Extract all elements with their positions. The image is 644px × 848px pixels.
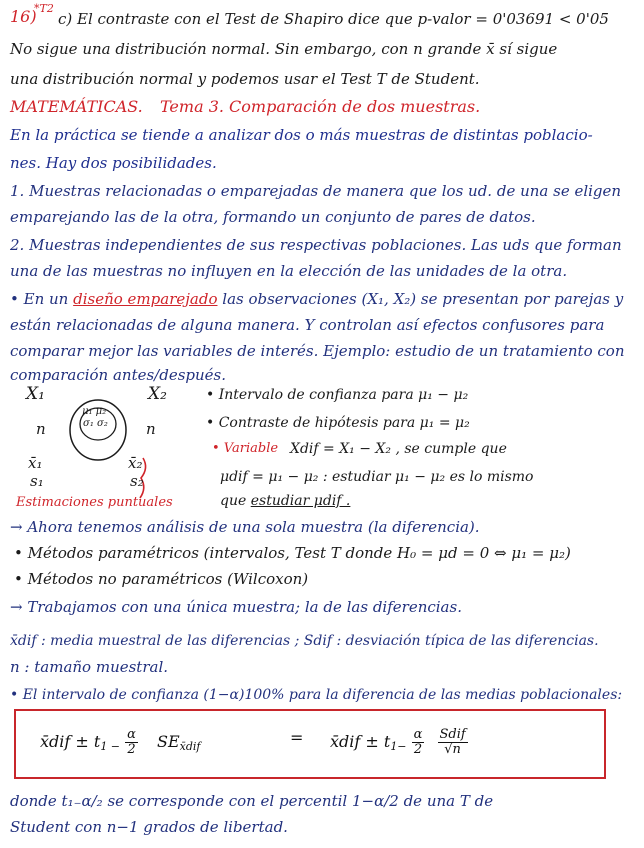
intro-line-1: En la práctica se tiende a analizar dos o más muestras de distintas poblacio-: [10, 126, 593, 144]
bullet: •: [10, 290, 19, 308]
note-study-line: [220, 492, 350, 510]
analysis-nonparametric: • Métodos no paramétricos (Wilcoxon): [14, 570, 309, 588]
note-variable-def: Xdif = X₁ − X₂ , se cumple que: [290, 441, 507, 457]
header-line-3: una distribución normal y podemos usar el Test T de Student.: [10, 70, 480, 88]
definition-n: n : tamaño muestral.: [10, 658, 169, 676]
paired-design-line-3: comparar mejor las variables de interés. Ejemplo: estudio de un tratamiento con: [10, 342, 625, 360]
diagram-x1: X₁: [26, 384, 45, 404]
closing-line-2: Student con n−1 grados de libertad.: [10, 818, 288, 836]
possibility-2-line-1: 2. Muestras independientes de sus respectivas poblaciones. Las uds que forman: [10, 236, 622, 254]
diagram-sigma: σ₁ σ₂: [83, 418, 108, 429]
diagram-x2: X₂: [148, 384, 167, 404]
diagram-n-right: n: [146, 420, 156, 438]
formula-right-alpha-frac: [412, 728, 425, 757]
formula-left: [40, 728, 200, 757]
paired-design-line-2: están relacionadas de alguna manera. Y controlan así efectos confusores para: [10, 316, 605, 334]
formula-se: SE: [157, 732, 180, 751]
formula-right: [330, 728, 468, 757]
formula-left-main: x̄dif ± t: [40, 732, 101, 751]
paired-design-line-4: comparación antes/después.: [10, 366, 227, 384]
possibility-1-line-2: emparejando las de la otra, formando un conjunto de pares de datos.: [10, 208, 536, 226]
note-study-pre: que: [220, 493, 247, 509]
closing-line-1: donde t₁₋α/₂ se corresponde con el percentil 1−α/2 de una T de: [10, 792, 494, 810]
topic-title: Tema 3. Comparación de dos muestras.: [160, 97, 481, 116]
formula-alpha-den: 2: [127, 742, 136, 757]
paired-line-1-pre: En un: [23, 290, 69, 308]
formula-sqrt-n: √n: [444, 742, 461, 757]
possibility-1-line-1: 1. Muestras relacionadas o emparejadas de manera que los ud. de una se eligen: [10, 182, 622, 200]
formula-sdif-frac: [438, 728, 468, 757]
paired-design-line-1: [10, 290, 623, 308]
formula-sdif: Sdif: [439, 727, 466, 742]
subject-title: MATEMÁTICAS.: [10, 97, 143, 116]
formula-se-sub: x̄dif: [179, 740, 201, 753]
estimations-label: Estimaciones puntuales: [16, 495, 173, 510]
formula-right-sub: 1−: [390, 740, 407, 753]
paired-design-term: diseño emparejado: [73, 290, 218, 308]
definition-mean: x̄dif : media muestral de las diferencias ; Sdif : desviación típica de las diferencias.: [10, 633, 599, 649]
diagram-s1: s₁: [30, 472, 44, 490]
note-hypothesis: • Contraste de hipótesis para μ₁ = μ₂: [206, 415, 470, 431]
formula-right-main: x̄dif ± t: [330, 732, 391, 751]
formula-alpha-num: α: [127, 727, 136, 742]
intro-line-2: nes. Hay dos posibilidades.: [10, 154, 217, 172]
analysis-parametric: • Métodos paramétricos (intervalos, Test T donde H₀ = μd = 0 ⇔ μ₁ = μ₂): [14, 544, 571, 562]
corner-mark: *T2: [34, 2, 54, 15]
note-interval: • Intervalo de confianza para μ₁ − μ₂: [206, 387, 469, 403]
diagram-xbar2: x̄₂: [128, 454, 143, 472]
formula-equals: =: [290, 728, 304, 747]
note-variable-label: • Variable: [212, 441, 279, 456]
formula-right-alpha-den: 2: [413, 742, 423, 757]
note-mu-line: μdif = μ₁ − μ₂ : estudiar μ₁ − μ₂ es lo mismo: [220, 469, 534, 485]
analysis-single-sample: → Trabajamos con una única muestra; la de las diferencias.: [10, 598, 462, 616]
diagram-n-left: n: [36, 420, 46, 438]
diagram-xbar1: x̄₁: [28, 454, 43, 472]
problem-number: 16): [10, 7, 37, 26]
diagram-mu: μ₁ μ₂: [82, 406, 107, 417]
possibility-2-line-2: una de las muestras no influyen en la elección de las unidades de la otra.: [10, 262, 568, 280]
header-line-2: No sigue una distribución normal. Sin embargo, con n grande x̄ sí sigue: [10, 40, 558, 58]
analysis-arrow-line: → Ahora tenemos análisis de una sola muestra (la diferencia).: [10, 518, 480, 536]
formula-left-sub: 1 −: [100, 740, 121, 753]
formula-left-alpha-frac: [125, 728, 138, 757]
formula-right-alpha-num: α: [413, 727, 423, 742]
header-line-1: c) El contraste con el Test de Shapiro dice que p-valor = 0'03691 < 0'05: [58, 10, 609, 28]
paired-line-1-post: las observaciones (X₁, X₂) se presentan por parejas y: [222, 290, 624, 308]
diagram-s2: s₂: [130, 472, 144, 490]
definition-ci-intro: • El intervalo de confianza (1−α)100% para la diferencia de las medias poblacionales:: [10, 687, 623, 703]
note-study-link: estudiar μdif .: [250, 493, 351, 509]
